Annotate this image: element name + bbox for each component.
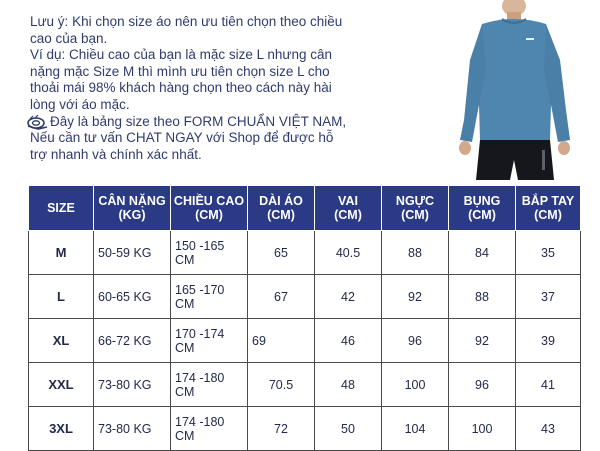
- cell-height: 150 -165 CM: [171, 231, 248, 275]
- cell-belly: 84: [449, 231, 516, 275]
- header-bicep: BẮP TAY (CM): [516, 186, 581, 231]
- header-shirt-length: DÀI ÁO (CM): [248, 186, 315, 231]
- cell-shirt-length: 67: [248, 275, 315, 319]
- cell-height: 170 -174 CM: [171, 319, 248, 363]
- header-belly: BỤNG (CM): [449, 186, 516, 231]
- note-line-6: lòng với áo mặc.: [30, 96, 130, 112]
- table-header-row: [29, 186, 581, 231]
- cell-belly: 100: [449, 407, 516, 451]
- header-height: CHIỀU CAO (CM): [171, 186, 248, 231]
- cell-weight: 73-80 KG: [94, 407, 171, 451]
- cell-chest: 92: [382, 275, 449, 319]
- cell-height: 165 -170 CM: [171, 275, 248, 319]
- cell-belly: 92: [449, 319, 516, 363]
- note-line-5: thoải mái 98% khách hàng chọn theo cách này hài: [30, 80, 332, 96]
- note-line-2: cao của bạn.: [30, 30, 108, 46]
- cell-shoulder: 50: [315, 407, 382, 451]
- cell-bicep: 39: [516, 319, 581, 363]
- cell-shirt-length: 70.5: [248, 363, 315, 407]
- size-advice-notes: [30, 14, 450, 163]
- table-row: [29, 407, 581, 451]
- table-row: [29, 231, 581, 275]
- table-row: [29, 275, 581, 319]
- cell-shirt-length: 72: [248, 407, 315, 451]
- cell-bicep: 37: [516, 275, 581, 319]
- cell-shoulder: 42: [315, 275, 382, 319]
- cell-weight: 73-80 KG: [94, 363, 171, 407]
- cell-bicep: 41: [516, 363, 581, 407]
- header-chest: NGỰC (CM): [382, 186, 449, 231]
- cell-chest: 96: [382, 319, 449, 363]
- cell-weight: 50-59 KG: [94, 231, 171, 275]
- note-line-1: Lưu ý: Khi chọn size áo nên ưu tiên chọn theo chiều: [30, 14, 343, 29]
- cell-size: XL: [29, 319, 94, 363]
- note-line-9: trợ nhanh và chính xác nhất.: [30, 146, 202, 162]
- note-line-7: Đây là bảng size theo FORM CHUẨN VIỆT NAM,: [30, 114, 450, 131]
- header-shoulder: VAI (CM): [315, 186, 382, 231]
- cell-chest: 104: [382, 407, 449, 451]
- cell-belly: 88: [449, 275, 516, 319]
- cell-shirt-length: 69: [248, 319, 315, 363]
- cell-height: 174 -180 CM: [171, 363, 248, 407]
- note-line-8: Nếu cần tư vấn CHAT NGAY với Shop để được hỗ: [30, 130, 334, 146]
- cell-size: L: [29, 275, 94, 319]
- cell-weight: 66-72 KG: [94, 319, 171, 363]
- cell-height: 174 -180 CM: [171, 407, 248, 451]
- cell-weight: 60-65 KG: [94, 275, 171, 319]
- cell-bicep: 43: [516, 407, 581, 451]
- header-size: SIZE: [29, 186, 94, 231]
- cell-size: 3XL: [29, 407, 94, 451]
- cell-shoulder: 40.5: [315, 231, 382, 275]
- note-line-3: Ví dụ: Chiều cao của bạn là mặc size L nhưng cân: [30, 47, 332, 63]
- cell-chest: 100: [382, 363, 449, 407]
- cell-chest: 88: [382, 231, 449, 275]
- cell-shoulder: 48: [315, 363, 382, 407]
- size-chart-table: [28, 185, 581, 451]
- ruler-tape-icon: [26, 114, 48, 130]
- table-row: [29, 319, 581, 363]
- cell-size: XXL: [29, 363, 94, 407]
- cell-belly: 96: [449, 363, 516, 407]
- table-row: [29, 363, 581, 407]
- cell-bicep: 35: [516, 231, 581, 275]
- note-line-4: nặng mặc Size M thì mình ưu tiên chọn size L cho: [30, 63, 330, 79]
- cell-shoulder: 46: [315, 319, 382, 363]
- header-weight: CÂN NẶNG (KG): [94, 186, 171, 231]
- cell-size: M: [29, 231, 94, 275]
- cell-shirt-length: 65: [248, 231, 315, 275]
- model-photo: [452, 0, 578, 180]
